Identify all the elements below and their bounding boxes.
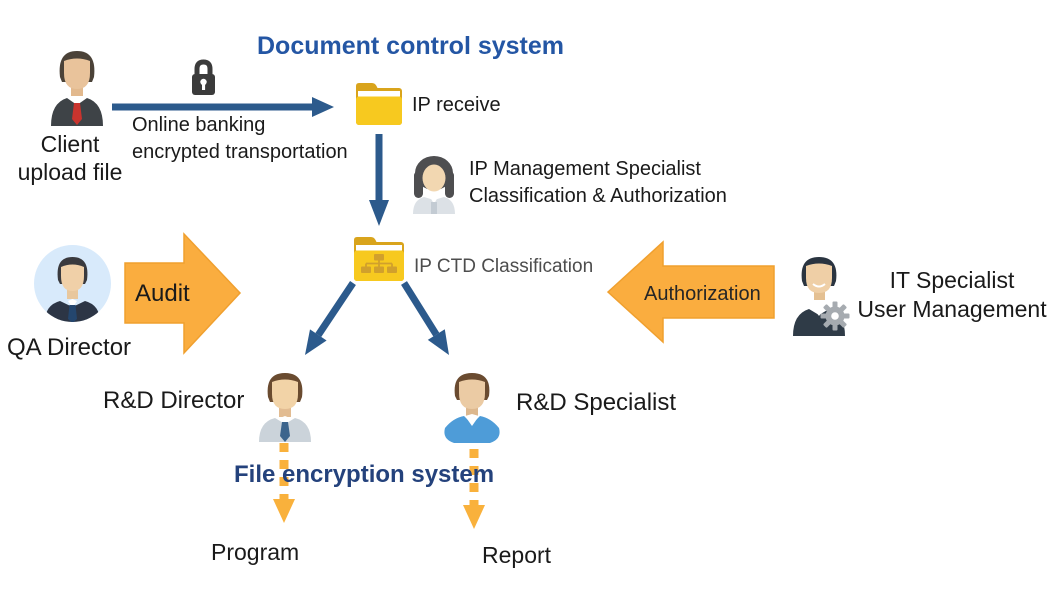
document-control-title: Document control system xyxy=(257,32,565,60)
female-specialist-avatar xyxy=(411,151,457,214)
it-specialist-label xyxy=(852,266,1052,324)
transport-label xyxy=(132,112,348,166)
rd-director-label: R&D Director xyxy=(103,387,245,414)
folder-icon xyxy=(354,77,404,129)
program-label: Program xyxy=(211,539,300,565)
lock-icon xyxy=(190,58,217,98)
rd-director-avatar xyxy=(255,370,315,442)
down-arrow-icon xyxy=(366,134,392,226)
qa-director-label: QA Director xyxy=(7,334,132,361)
file-encryption-title: File encryption system xyxy=(234,461,495,488)
client-label-line2: upload file xyxy=(17,159,123,185)
it-specialist-label-line2: User Management xyxy=(857,296,1047,322)
client-label-line1: Client xyxy=(40,131,100,157)
ip-specialist-label xyxy=(469,156,727,210)
audit-arrow-label: Audit xyxy=(135,280,190,307)
ip-specialist-label-line1: IP Management Specialist xyxy=(469,158,701,180)
qa-director-avatar xyxy=(34,245,111,322)
rd-specialist-avatar xyxy=(443,371,501,444)
transport-label-line2: encrypted transportation xyxy=(132,141,348,163)
it-specialist-label-line1: IT Specialist xyxy=(889,267,1015,293)
client-avatar xyxy=(44,46,110,126)
it-specialist-avatar xyxy=(787,252,853,336)
authorization-arrow-label: Authorization xyxy=(644,283,761,305)
gear-icon xyxy=(821,302,850,331)
ip-specialist-label-line2: Classification & Authorization xyxy=(469,185,727,207)
report-label: Report xyxy=(482,542,552,568)
diagonal-arrow-icon xyxy=(293,277,365,361)
diagonal-arrow-icon xyxy=(393,277,461,361)
transport-label-line1: Online banking xyxy=(132,114,266,136)
rd-specialist-label: R&D Specialist xyxy=(516,389,677,416)
ip-ctd-label: IP CTD Classification xyxy=(414,256,594,277)
client-label xyxy=(5,130,135,186)
ip-receive-label: IP receive xyxy=(412,94,501,116)
